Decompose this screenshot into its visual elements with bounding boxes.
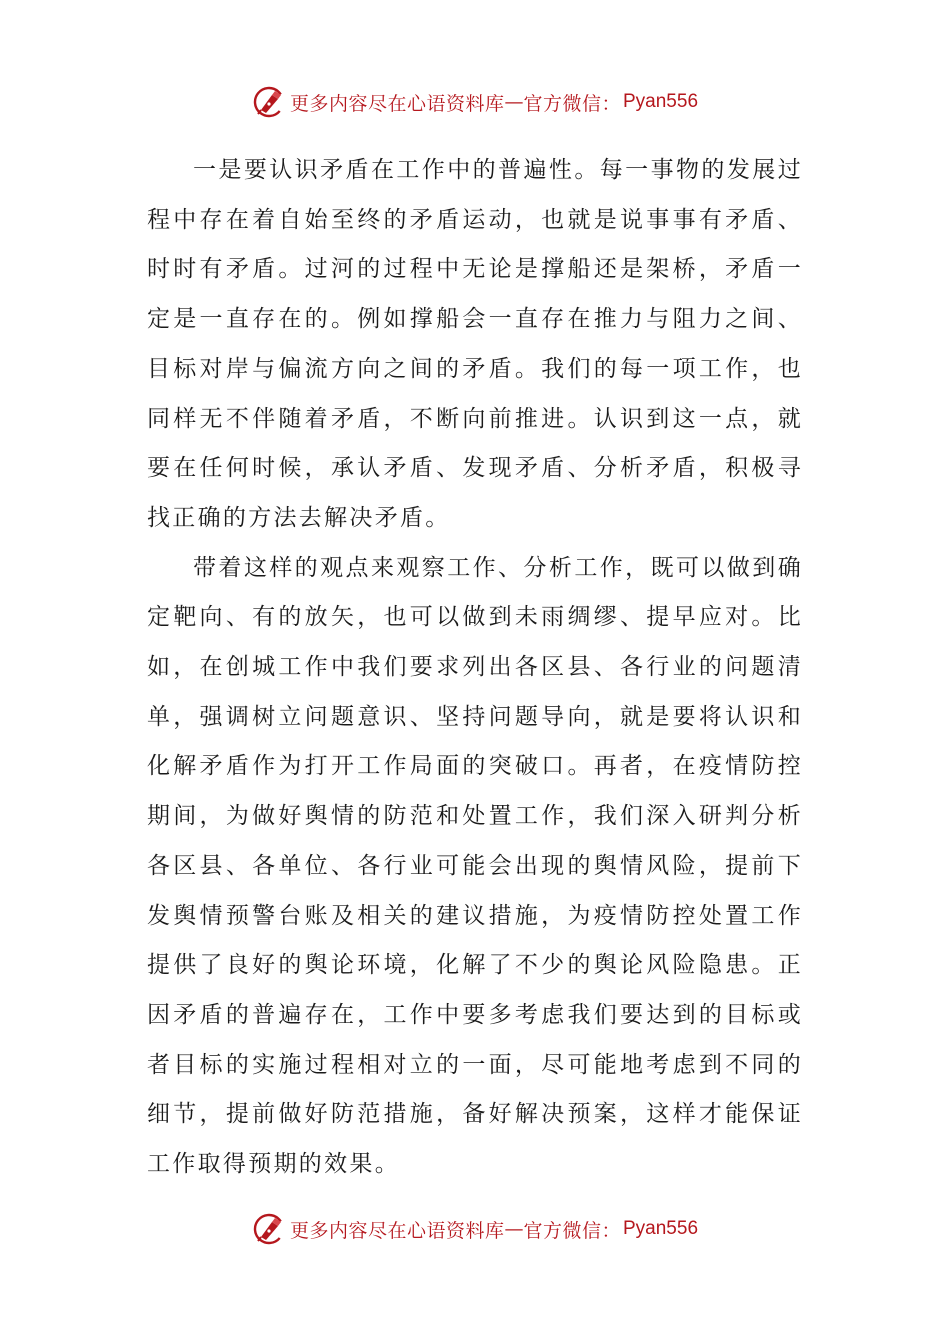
banner-text: 更多内容尽在心语资料库 [289, 1219, 505, 1242]
banner-wechat-id: Pyan556 [623, 1218, 699, 1239]
banner-separator: — [504, 91, 524, 113]
footer-banner [0, 1209, 950, 1249]
banner-wechat-label: 官方微信： [523, 92, 621, 115]
pen-nib-icon [252, 85, 286, 119]
paragraph-2: 带着这样的观点来观察工作、分析工作，既可以做到确定靶向、有的放矢，也可以做到未雨绸缪、提早应对。比如，在创城工作中我们要求列出各区县、各行业的问题清单，强调树立问题意识、坚持问题导向，就是要将认识和化解矛盾作为打开工作局面的突破口。再者，在疫情防控期间，为做好舆情的防范和处置工作，我们深入研判分析各区县、各单位、各行业可能会出现的舆情风险，提前下发舆情预警台账及相关的建议措施，为疫情防控处置工作提供了良好的舆论环境，化解了不少的舆论风险隐患。正因矛盾的普遍存在，工作中要多考虑我们要达到的目标或者目标的实施过程相对立的一面，尽可能地考虑到不同的细节，提前做好防范措施，备好解决预案，这样才能保证工作取得预期的效果。 [147, 554, 803, 1178]
banner-separator: — [504, 1218, 524, 1240]
banner-wechat-label: 官方微信： [523, 1219, 621, 1242]
header-banner [0, 82, 950, 122]
pen-nib-icon [252, 1212, 286, 1246]
banner-text: 更多内容尽在心语资料库 [289, 92, 505, 115]
banner-wechat-id: Pyan556 [623, 91, 699, 112]
paragraph-1: 一是要认识矛盾在工作中的普遍性。每一事物的发展过程中存在着自始至终的矛盾运动，也就是说事事有矛盾、时时有矛盾。过河的过程中无论是撑船还是架桥，矛盾一定是一直存在的。例如撑船会一直存在推力与阻力之间、目标对岸与偏流方向之间的矛盾。我们的每一项工作，也同样无不伴随着矛盾，不断向前推进。认识到这一点，就要在任何时候，承认矛盾、发现矛盾、分析矛盾，积极寻找正确的方法去解决矛盾。 [147, 157, 803, 531]
document-body [147, 146, 803, 1190]
